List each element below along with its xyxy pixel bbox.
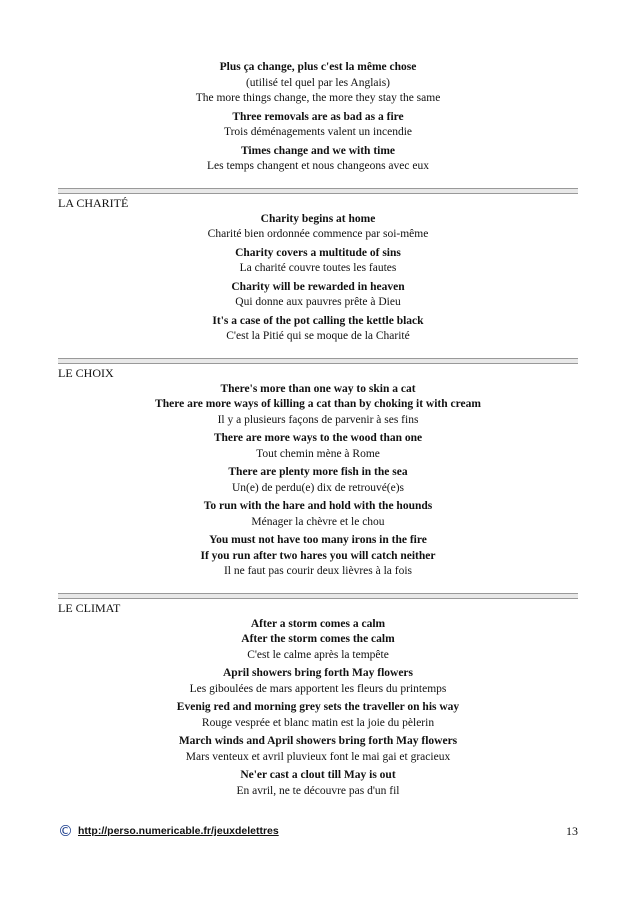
section-divider <box>58 593 578 599</box>
proverb-group <box>58 465 578 496</box>
proverb-english: Plus ça change, plus c'est la même chose <box>219 61 417 73</box>
proverb-english: If you run after two hares you will catch neither <box>200 549 436 562</box>
proverb-group <box>58 533 578 580</box>
proverb-group <box>58 431 578 462</box>
document-body <box>58 60 578 802</box>
proverb-english: Charity begins at home <box>260 212 376 225</box>
proverb-french: Trois déménagements valent un incendie <box>223 126 412 138</box>
proverb-french: C'est la Pitié qui se moque de la Charité <box>226 330 410 342</box>
proverb-group <box>58 499 578 530</box>
proverb-english: There are more ways to the wood than one <box>213 432 423 444</box>
proverb-group <box>58 314 578 345</box>
proverb-french: En avril, ne te découvre pas d'un fil <box>236 784 400 797</box>
proverb-group <box>58 60 578 107</box>
proverb-french: Qui donne aux pauvres prête à Dieu <box>235 296 401 308</box>
proverb-french: Les temps changent et nous changeons avec eux <box>207 160 429 172</box>
proverb-english: Evenig red and morning grey sets the traveller on his way <box>176 701 460 713</box>
proverb-english: Charity covers a multitude of sins <box>235 246 401 259</box>
proverb-group <box>58 144 578 175</box>
proverb-group <box>58 212 578 243</box>
proverb-group <box>58 280 578 311</box>
proverb-english: Charity will be rewarded in heaven <box>231 280 405 293</box>
proverb-english: There are plenty more fish in the sea <box>228 466 408 478</box>
copyright-symbol: © <box>58 822 73 840</box>
proverb-french: Charité bien ordonnée commence par soi-même <box>207 228 429 240</box>
proverb-english: There's more than one way to skin a cat <box>220 382 416 395</box>
proverb-french: Tout chemin mène à Rome <box>256 447 380 460</box>
proverb-french: C'est le calme après la tempête <box>247 648 389 661</box>
proverb-group <box>58 700 578 731</box>
proverb-french: (utilisé tel quel par les Anglais) <box>245 76 391 89</box>
proverb-group <box>58 617 578 664</box>
proverb-english: To run with the hare and hold with the hounds <box>203 500 433 512</box>
proverb-group <box>58 110 578 141</box>
proverb-french: Les giboulées de mars apportent les fleurs du printemps <box>189 682 447 695</box>
proverb-group <box>58 768 578 799</box>
proverb-group <box>58 246 578 277</box>
section-heading: LE CHOIX <box>58 365 114 380</box>
proverb-group <box>58 734 578 765</box>
page-footer <box>58 822 578 840</box>
proverb-french: The more things change, the more they stay the same <box>195 92 441 104</box>
section-heading: LA CHARITÉ <box>58 195 129 210</box>
section-heading: LE CLIMAT <box>58 600 121 615</box>
proverb-english: After a storm comes a calm <box>250 617 386 630</box>
proverb-french: Rouge vesprée et blanc matin est la joie du pèlerin <box>201 716 435 729</box>
section-divider <box>58 188 578 194</box>
proverb-english: April showers bring forth May flowers <box>222 667 414 679</box>
proverb-group <box>58 666 578 697</box>
proverb-english: You must not have too many irons in the fire <box>209 534 427 546</box>
proverb-french: Un(e) de perdu(e) dix de retrouvé(e)s <box>231 481 405 494</box>
page-number: 13 <box>566 824 578 838</box>
proverb-english: It's a case of the pot calling the kettle black <box>212 314 424 327</box>
proverb-english: Ne'er cast a clout till May is out <box>240 769 396 781</box>
proverb-french: Mars venteux et avril pluvieux font le mai gai et gracieux <box>185 750 451 763</box>
section-divider <box>58 358 578 364</box>
proverb-french: Ménager la chèvre et le chou <box>251 515 385 528</box>
footer-url-link[interactable]: http://perso.numericable.fr/jeuxdelettres <box>78 825 279 837</box>
proverb-english: There are more ways of killing a cat than by choking it with cream <box>155 398 481 410</box>
proverb-french: Il y a plusieurs façons de parvenir à ses fins <box>217 413 419 426</box>
proverb-group <box>58 382 578 429</box>
proverb-french: La charité couvre toutes les fautes <box>239 262 397 274</box>
proverb-english: After the storm comes the calm <box>241 633 395 645</box>
proverb-english: March winds and April showers bring forth May flowers <box>178 735 458 747</box>
proverb-french: Il ne faut pas courir deux lièvres à la fois <box>223 565 413 577</box>
proverb-english: Times change and we with time <box>240 144 396 157</box>
proverb-english: Three removals are as bad as a fire <box>232 110 404 123</box>
